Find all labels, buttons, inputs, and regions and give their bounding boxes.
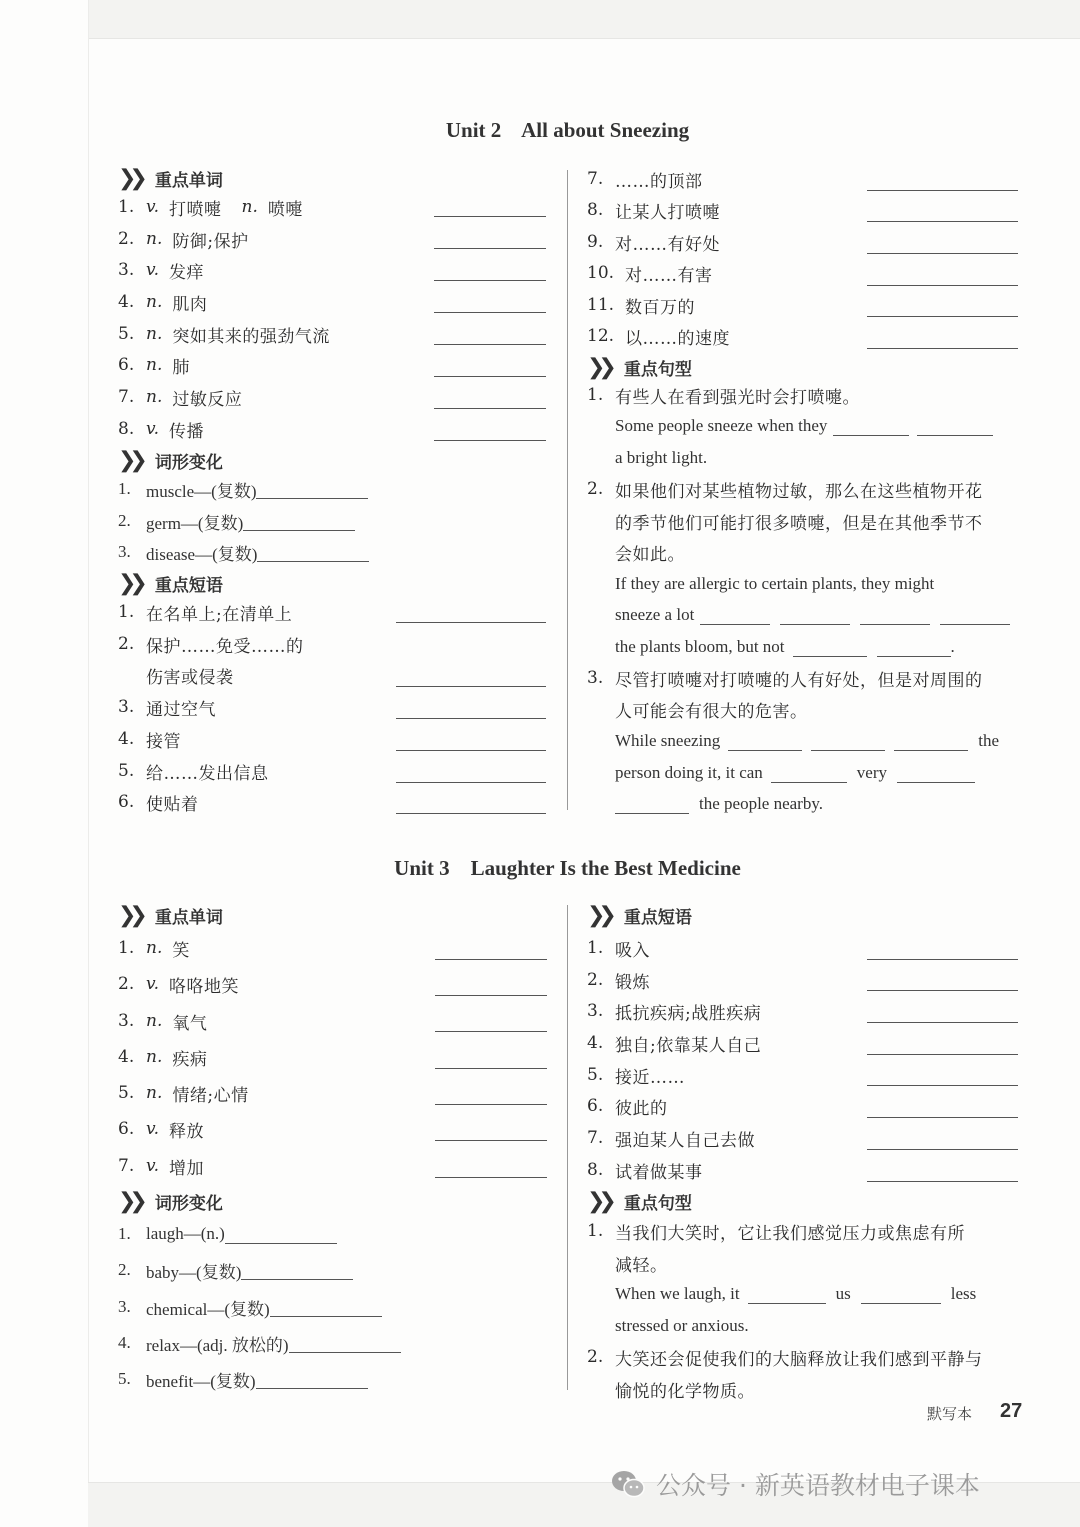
sentence-item: 1. 有些人在看到强光时会打喷嚏。: [587, 385, 860, 408]
phrase-item: 11. 数百万的: [587, 295, 695, 318]
sentence-item: 1. 当我们大笑时，它让我们感觉压力或焦虑有所: [587, 1221, 965, 1244]
section-heading-key-words: ❯❯ 重点单词: [118, 165, 223, 191]
phrase-item: 6. 使贴着: [118, 792, 199, 815]
sentence-chinese: 人可能会有很大的危害。: [615, 701, 808, 722]
form-item: 1. laugh—(n.): [118, 1221, 337, 1247]
phrase-item: 5. 接近……: [587, 1065, 685, 1088]
double-chevron-icon: ❯❯: [118, 902, 141, 928]
sentence-english: the plants bloom, but not .: [615, 637, 955, 656]
answer-blank[interactable]: [748, 1285, 826, 1304]
phrase-item: 12. 以……的速度: [587, 326, 730, 349]
phrase-item-continued: 伤害或侵袭: [146, 667, 234, 688]
phrase-item: 7. 强迫某人自己去做: [587, 1128, 755, 1151]
sentence-item: 2. 如果他们对某些植物过敏，那么在这些植物开花: [587, 479, 983, 502]
phrase-item: 6. 彼此的: [587, 1096, 668, 1119]
answer-blank[interactable]: [861, 1285, 941, 1304]
page-number: 27: [1000, 1400, 1023, 1422]
sentence-chinese: 减轻。: [615, 1255, 668, 1276]
answer-blank[interactable]: [867, 990, 1018, 991]
sentence-english: Some people sneeze when they: [615, 413, 993, 439]
section-heading-word-forms: ❯❯ 词形变化: [118, 1188, 223, 1214]
word-item: 8. v. 传播: [118, 419, 204, 442]
sentence-english: If they are allergic to certain plants, they might: [615, 574, 935, 593]
sentence-chinese: 的季节他们可能打很多喷嚏，但是在其他季节不: [615, 513, 983, 534]
answer-blank[interactable]: [867, 959, 1018, 960]
phrase-item: 2. 锻炼: [587, 970, 650, 993]
answer-blank[interactable]: [435, 995, 547, 996]
double-chevron-icon: ❯❯: [587, 1188, 610, 1214]
word-item: 7. n. 过敏反应: [118, 387, 243, 410]
double-chevron-icon: ❯❯: [587, 902, 610, 928]
answer-blank[interactable]: [289, 1334, 401, 1353]
unit2-title: Unit 2 All about Sneezing: [445, 118, 690, 142]
section-heading-word-forms: ❯❯ 词形变化: [118, 447, 223, 473]
section-heading-key-phrases: ❯❯ 重点短语: [118, 570, 223, 596]
sentence-chinese: 愉悦的化学物质。: [615, 1381, 755, 1402]
form-item: 3. chemical—(复数): [118, 1294, 382, 1320]
word-item: 1. n. 笑: [118, 938, 190, 961]
phrase-item: 8. 试着做某事: [587, 1160, 703, 1183]
answer-blank[interactable]: [225, 1225, 337, 1244]
answer-blank[interactable]: [435, 1068, 547, 1069]
word-item: 7. v. 增加: [118, 1156, 204, 1179]
double-chevron-icon: ❯❯: [118, 447, 141, 473]
word-item: 3. v. 发痒: [118, 260, 204, 283]
answer-blank[interactable]: [256, 1370, 368, 1389]
section-heading-key-sentences: ❯❯ 重点句型: [587, 354, 692, 380]
sentence-english: the people nearby.: [615, 791, 823, 817]
phrase-item: 1. 在名单上;在清单上: [118, 602, 293, 625]
phrase-item: 4. 接管: [118, 729, 181, 752]
double-chevron-icon: ❯❯: [118, 165, 141, 191]
sentence-chinese: 会如此。: [615, 544, 685, 565]
word-item: 5. n. 情绪;心情: [118, 1083, 249, 1106]
sentence-item: 2. 大笑还会促使我们的大脑释放让我们感到平静与: [587, 1347, 983, 1370]
watermark: 公众号 · 新英语教材电子课本: [610, 1466, 980, 1502]
word-item: 2. n. 防御;保护: [118, 229, 249, 252]
section-heading-key-phrases: ❯❯ 重点短语: [587, 902, 692, 928]
wechat-icon: [610, 1469, 646, 1499]
section-heading-key-sentences: ❯❯ 重点句型: [587, 1188, 692, 1214]
page-left-edge: [88, 0, 89, 1527]
sentence-english: stressed or anxious.: [615, 1316, 749, 1335]
sentence-english: sneeze a lot: [615, 602, 1010, 628]
answer-blank[interactable]: [435, 1177, 547, 1178]
word-item: 1. v. 打喷嚏 n. 喷嚏: [118, 197, 303, 220]
double-chevron-icon: ❯❯: [118, 1188, 141, 1214]
answer-blank[interactable]: [867, 1054, 1018, 1055]
word-item: 4. n. 肌肉: [118, 292, 208, 315]
answer-blank[interactable]: [435, 1140, 547, 1141]
word-item: 2. v. 咯咯地笑: [118, 974, 239, 997]
answer-blank[interactable]: [867, 1085, 1018, 1086]
answer-blank[interactable]: [435, 959, 547, 960]
phrase-item: 9. 对……有好处: [587, 232, 720, 255]
phrase-item: 5. 给……发出信息: [118, 761, 269, 784]
form-item: 2. germ—(复数): [118, 508, 355, 534]
form-item: 5. benefit—(复数): [118, 1366, 368, 1392]
section-heading-key-words: ❯❯ 重点单词: [118, 902, 223, 928]
answer-blank[interactable]: [867, 1149, 1018, 1150]
word-item: 5. n. 突如其来的强劲气流: [118, 324, 330, 347]
form-item: 1. muscle—(复数): [118, 476, 368, 502]
word-item: 4. n. 疾病: [118, 1047, 208, 1070]
sentence-english: While sneezing the: [615, 731, 1000, 750]
form-item: 3. disease—(复数): [118, 539, 369, 565]
word-item: 3. n. 氧气: [118, 1011, 208, 1034]
word-item: 6. v. 释放: [118, 1119, 204, 1142]
phrase-item: 4. 独自;依靠某人自己: [587, 1033, 762, 1056]
form-item: 2. baby—(复数): [118, 1257, 353, 1283]
unit3-left-column: [118, 0, 558, 1527]
unit3-right-column: [587, 0, 1027, 1527]
answer-blank[interactable]: [241, 1261, 353, 1280]
answer-blank[interactable]: [435, 1031, 547, 1032]
answer-blank[interactable]: [867, 1117, 1018, 1118]
double-chevron-icon: ❯❯: [118, 570, 141, 596]
phrase-item: 8. 让某人打喷嚏: [587, 200, 720, 223]
phrase-item: 2. 保护……免受……的: [118, 634, 304, 657]
column-divider: [567, 170, 568, 810]
phrase-item: 3. 通过空气: [118, 697, 216, 720]
sentence-english: person doing it, it can very: [615, 760, 975, 786]
phrase-item: 3. 抵抗疾病;战胜疾病: [587, 1001, 762, 1024]
form-item: 4. relax—(adj. 放松的): [118, 1330, 401, 1356]
answer-blank[interactable]: [867, 1022, 1018, 1023]
sentence-item: 3. 尽管打喷嚏对打喷嚏的人有好处，但是对周围的: [587, 668, 983, 691]
answer-blank[interactable]: [435, 1104, 547, 1105]
sentence-english: a bright light.: [615, 448, 708, 467]
double-chevron-icon: ❯❯: [587, 354, 610, 380]
phrase-item: 1. 吸入: [587, 938, 650, 961]
answer-blank[interactable]: [867, 1181, 1018, 1182]
sentence-english: When we laugh, it us less: [615, 1284, 977, 1303]
column-divider: [567, 905, 568, 1390]
word-item: 6. n. 肺: [118, 355, 190, 378]
phrase-item: 7. ……的顶部: [587, 169, 703, 192]
unit3-title: Unit 3 Laughter Is the Best Medicine: [394, 856, 741, 880]
answer-blank[interactable]: [270, 1298, 382, 1317]
book-name: 默写本: [927, 1405, 973, 1423]
phrase-item: 10. 对……有害: [587, 263, 713, 286]
